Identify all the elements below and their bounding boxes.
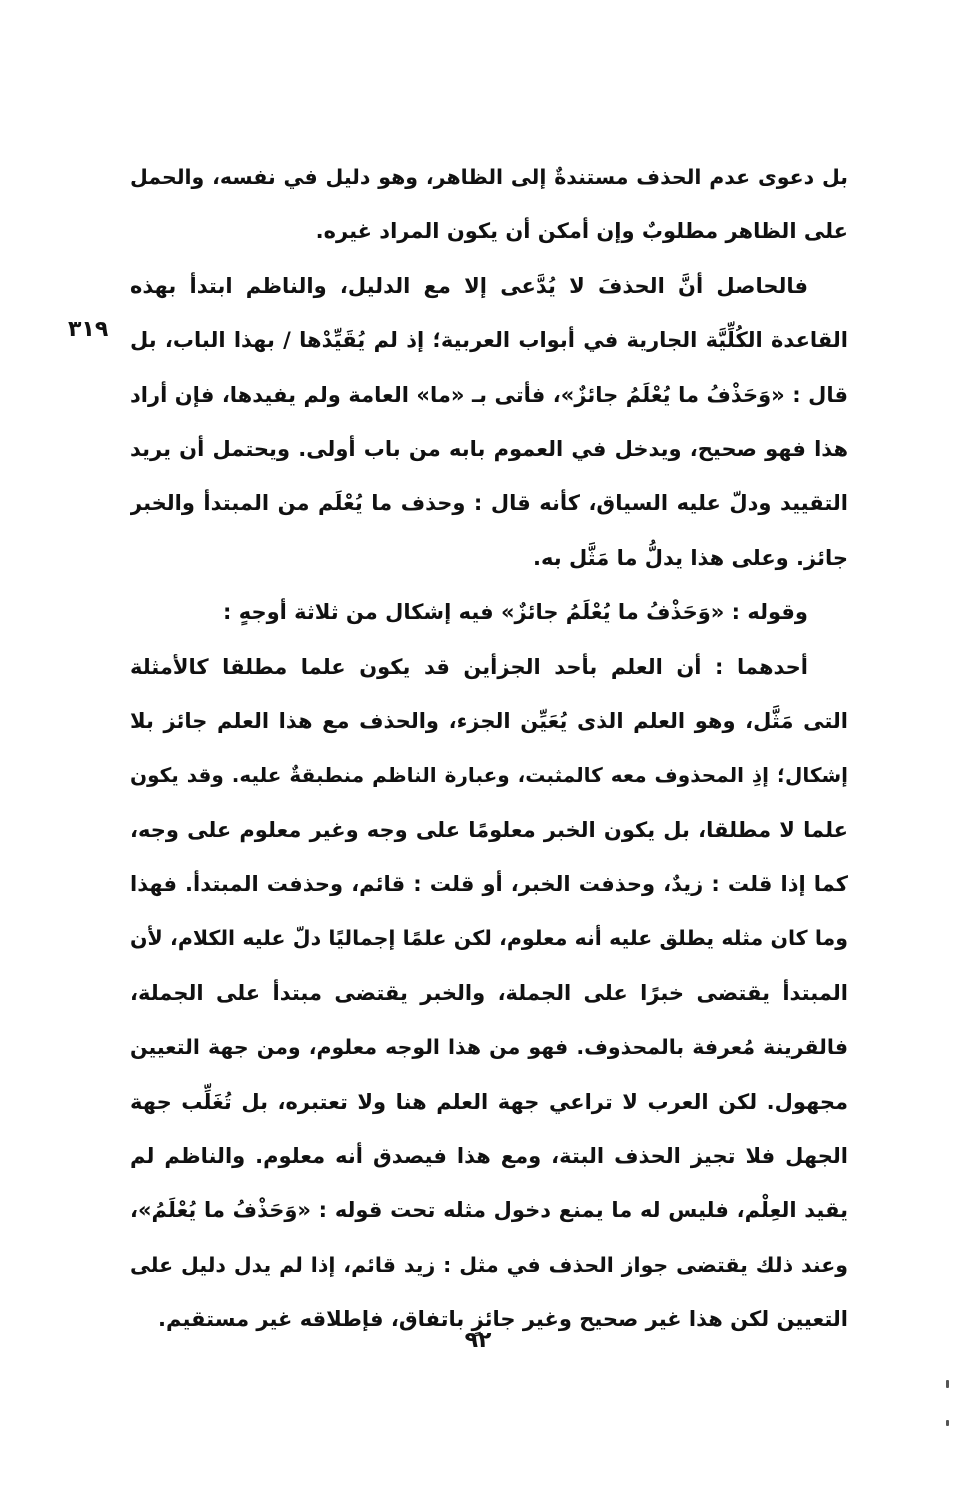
- text-line: فالقرينة مُعرفة بالمحذوف. فهو من هذا الوجه معلوم، ومن جهة التعيين: [130, 1035, 848, 1060]
- page-number: ٩٢: [464, 1328, 492, 1353]
- text-line: القاعدة الكُلِّيَّة الجارية في أبواب العربية؛ إذ لم يُقَيِّدْها / بهذا الباب، بل: [130, 328, 848, 353]
- text-line: أحدهما : أن العلم بأحد الجزأين قد يكون علما مطلقا كالأمثلة: [130, 654, 808, 679]
- body-text: [130, 150, 848, 1347]
- text-line: الجهل فلا تجيز الحذف البتة، ومع هذا فيصدق أنه معلوم. والناظم لم: [130, 1144, 848, 1169]
- text-line: مجهول. لكن العرب لا تراعي جهة العلم هنا ولا تعتبره، بل تُغَلِّب جهة: [130, 1089, 848, 1114]
- text-line: التقييد ودلّ عليه السياق، كأنه قال : وحذف ما يُعْلَم من المبتدأ والخبر: [130, 491, 848, 516]
- text-line: قال : «وَحَذْفُ ما يُعْلَمُ جائزٌ»، فأتى بـ «ما» العامة ولم يفيدها، فإن أراد: [130, 382, 848, 407]
- text-line: التى مَثَّل، وهو العلم الذى يُعَيِّن الجزء، والحذف مع هذا العلم جائز بلا: [130, 708, 848, 733]
- scan-edge-mark: [946, 1380, 949, 1388]
- text-line: وقوله : «وَحَذْفُ ما يُعْلَمُ جائزٌ» فيه إشكال من ثلاثة أوجهٍ :: [223, 600, 808, 625]
- text-line: يقيد العِلْم، فليس له ما يمنع دخول مثله تحت قوله : «وَحَذْفُ ما يُعْلَمُ»،: [130, 1198, 848, 1223]
- text-line: كما إذا قلت : زيدٌ، وحذفت الخبر، أو قلت : قائم، وحذفت المبتدأ. فهذا: [130, 872, 848, 897]
- text-line: إشكال؛ إذِ المحذوف معه كالمثبت، وعبارة الناظم منطبقةٌ عليه. وقد يكون: [130, 763, 848, 788]
- original-page-reference: ٣١٩: [68, 317, 109, 342]
- text-line: على الظاهر مطلوبٌ وإن أمكن أن يكون المراد غيره.: [315, 219, 848, 244]
- text-line: فالحاصل أنَّ الحذفَ لا يُدَّعى إلا مع الدليل، والناظم ابتدأ بهذه: [130, 273, 808, 298]
- text-line: التعيين لكن هذا غير صحيح وغير جائزٍ باتفاق، فإطلاقه غير مستقيم.: [158, 1307, 848, 1332]
- text-line: هذا فهو صحيح، ويدخل في العموم بابه من باب أولى. ويحتمل أن يريد: [130, 436, 848, 461]
- text-line: المبتدأ يقتضى خبرًا على الجملة، والخبر يقتضى مبتدأ على الجملة،: [130, 980, 848, 1005]
- text-line: بل دعوى عدم الحذف مستندةٌ إلى الظاهر، وهو دليل في نفسه، والحمل: [130, 165, 848, 189]
- scan-edge-mark: [946, 1420, 949, 1426]
- text-line: علما لا مطلقا، بل يكون الخبر معلومًا على وجه وغير معلوم على وجه،: [130, 817, 848, 842]
- text-line: جائز. وعلى هذا يدلُّ ما مَثَّل به.: [533, 545, 848, 570]
- text-line: وعند ذلك يقتضى جواز الحذف في مثل : زيد قائم، إذا لم يدل دليل على: [130, 1252, 848, 1277]
- text-line: وما كان مثله يطلق عليه أنه معلوم، لكن علمًا إجماليًا دلّ عليه الكلام، لأن: [130, 926, 848, 951]
